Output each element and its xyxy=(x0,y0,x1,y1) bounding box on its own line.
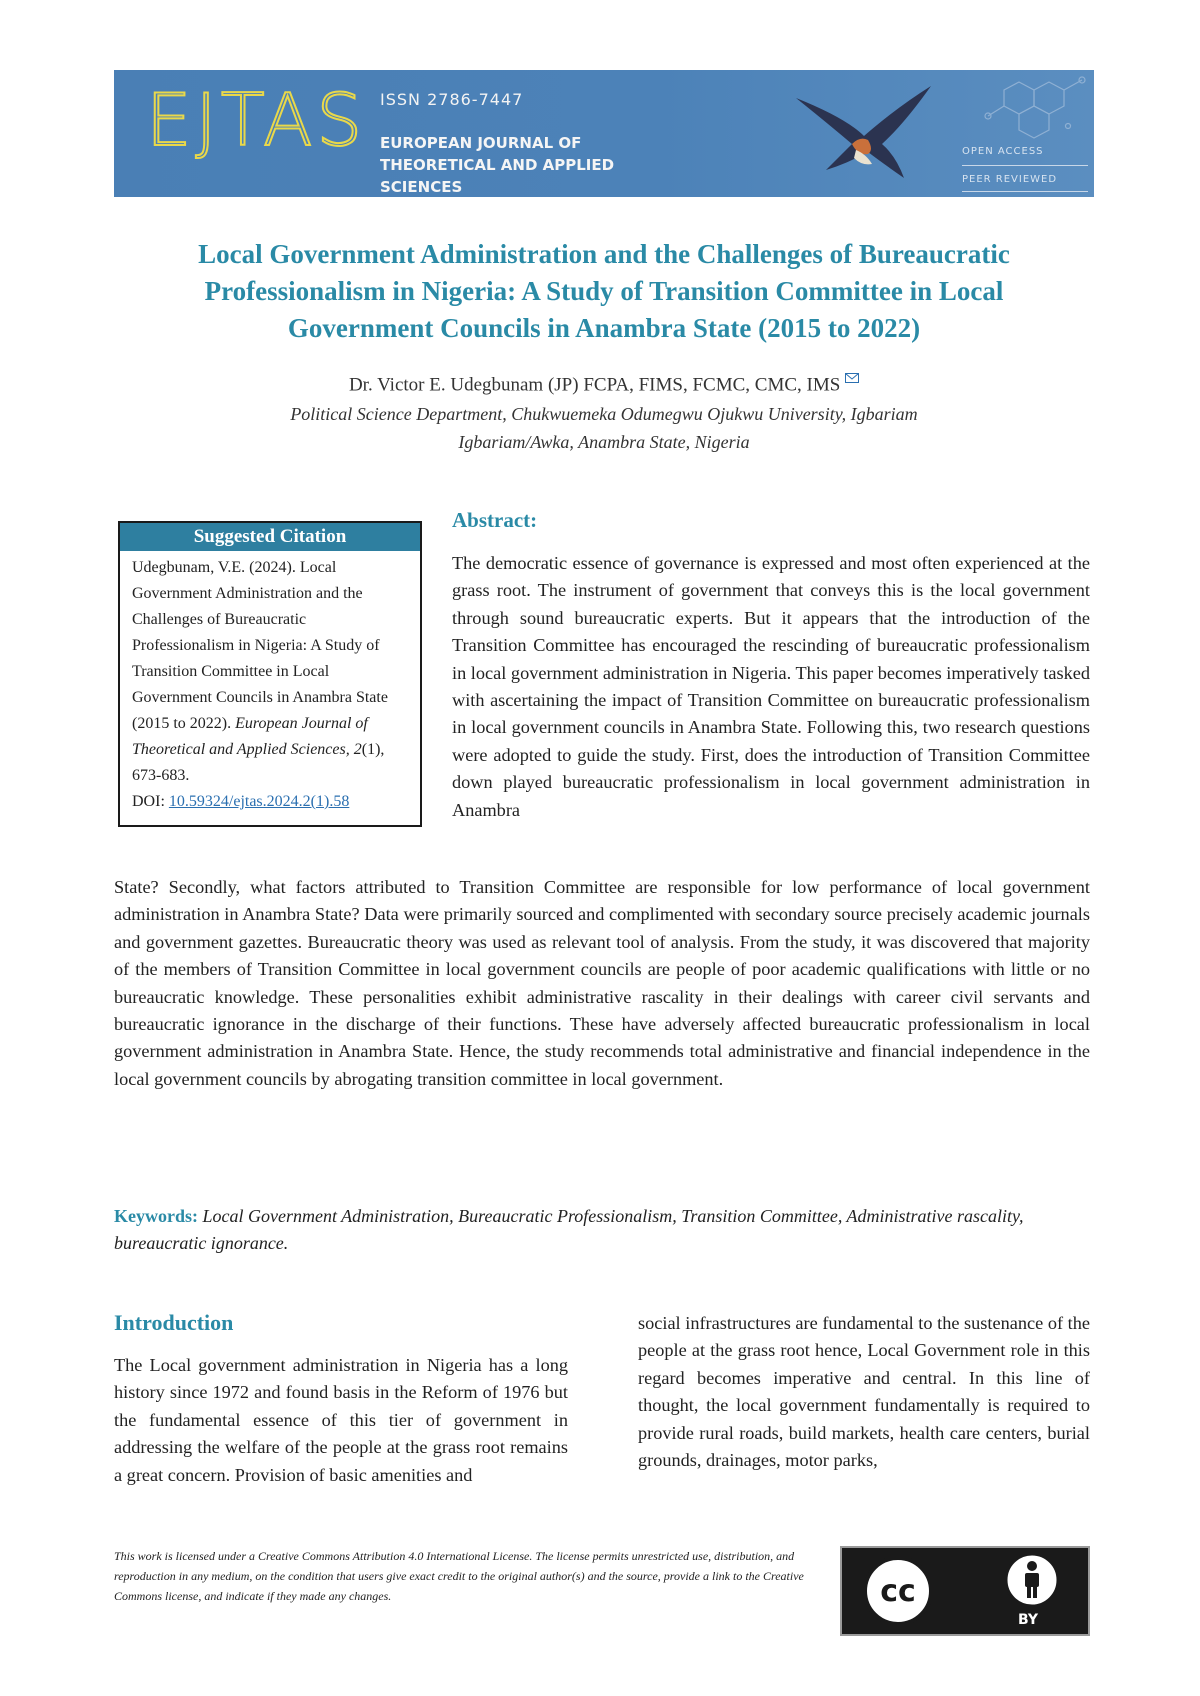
journal-name-line1: EUROPEAN JOURNAL OF xyxy=(380,134,582,152)
journal-logo: EJTAS xyxy=(146,78,367,162)
article-title xyxy=(114,236,1094,347)
introduction-column-1: The Local government administration in Nigeria has a long history since 1972 and found basis in the Reform of 1976 but the fundamental essence of this tier of government in addressing the welfare of the people at the grass root remains a great concern. Provision of basic amenities and xyxy=(114,1355,568,1485)
attribution-person-icon xyxy=(1002,1550,1062,1610)
abstract-text-continued: State? Secondly, what factors attributed to Transition Committee are responsible for low performance of local government administration in Anambra State? Data were primarily sourced and complimented with secondary source precisely academic journals and government gazettes. Bureaucratic theory was used as relevant tool of analysis. From the study, it was discovered that majority of the members of Transition Committee in local government councils are people of poor academic qualifications with little or no bureaucratic knowledge. These personalities exhibit administrative rascality in their dealings with career civil servants and bureaucratic ignorance in the discharge of their functions. These have adversely affected bureaucratic professionalism in local government administration in Anambra State. Hence, the study recommends total administrative and financial independence in the local government councils by abrogating transition committee in local government. xyxy=(114,877,1090,1089)
keywords-label: Keywords: xyxy=(114,1206,198,1226)
suggested-citation-box xyxy=(118,521,422,827)
journal-name xyxy=(380,132,660,197)
issn: ISSN 2786-7447 xyxy=(380,90,524,109)
divider xyxy=(962,191,1088,192)
keywords xyxy=(114,1203,1090,1257)
license-text: This work is licensed under a Creative Commons Attribution 4.0 International License. The license permits unrestricted use, distribution, and reproduction in any medium, on the condition that users give exact credit to the original author(s) and the source, provide a link to the Creative Commons license, and indicate if they made any changes. xyxy=(114,1549,804,1603)
title-line: Government Councils in Anambra State (2015 to 2022) xyxy=(287,313,921,343)
title-line: Professionalism in Nigeria: A Study of Transition Committee in Local xyxy=(204,276,1004,306)
author-name: Dr. Victor E. Udegbunam (JP) FCPA, FIMS, FCMC, CMC, IMS xyxy=(348,374,841,396)
svg-text:cc: cc xyxy=(880,1574,916,1609)
doi-label: DOI: xyxy=(132,793,169,810)
divider xyxy=(962,165,1088,166)
title-line: Local Government Administration and the Challenges of Bureaucratic xyxy=(198,239,1010,269)
journal-name-line2: THEORETICAL AND APPLIED SCIENCES xyxy=(380,156,615,196)
keywords-text: Local Government Administration, Bureaucratic Professionalism, Transition Committee, Administrative rascality, bureaucratic ignorance. xyxy=(114,1206,1024,1253)
introduction-column-2: social infrastructures are fundamental to the sustenance of the people at the grass root hence, Local Government role in this regard becomes imperative and central. In this line of thought, the local government fundamentally is required to provide rural roads, build markets, health care centers, burial grounds, drainages, motor parks, xyxy=(638,1313,1090,1471)
peer-reviewed-label: PEER REVIEWED xyxy=(962,174,1058,185)
citation-journal: European Journal of Theoretical and Applied Sciences, 2 xyxy=(132,715,368,758)
journal-banner xyxy=(114,70,1094,197)
citation-text: Udegbunam, V.E. (2024). Local Government Administration and the Challenges of Bureaucratic Professionalism in Nigeria: A Study of Transition Committee in Local Government Councils in Anambra State (2015 to 2022). xyxy=(132,559,388,732)
swallow-icon xyxy=(786,78,936,188)
citation-issue: (1), 673-683. xyxy=(132,741,385,784)
citation-body xyxy=(120,551,420,815)
abstract-heading: Abstract: xyxy=(452,508,538,532)
citation-heading: Suggested Citation xyxy=(120,523,420,551)
cc-by-label: BY xyxy=(1018,1612,1039,1628)
author-line xyxy=(114,373,1094,396)
open-access-label: OPEN ACCESS xyxy=(962,146,1044,157)
affiliation-line: Political Science Department, Chukwuemeka Odumegwu Ojukwu University, Igbariam xyxy=(290,404,918,424)
introduction-heading: Introduction xyxy=(114,1310,234,1335)
affiliation-line: Igbariam/Awka, Anambra State, Nigeria xyxy=(458,432,750,452)
cc-icon xyxy=(860,1553,936,1629)
doi-link[interactable]: 10.59324/ejtas.2024.2(1).58 xyxy=(168,793,350,810)
affiliation xyxy=(114,400,1094,456)
cc-by-badge[interactable] xyxy=(840,1546,1090,1636)
envelope-icon[interactable] xyxy=(845,373,859,383)
abstract-text: The democratic essence of governance is expressed and most often experienced at the grass root. The instrument of government that conveys this is the local government through sound bureaucratic experts. But it appears that the introduction of the Transition Committee has encouraged the rescinding of bureaucratic professionalism in local government administration in Nigeria. This paper becomes imperatively tasked with ascertaining the impact of Transition Committee on bureaucratic professionalism in local government councils in Anambra State. Following this, two research questions were adopted to guide the study. First, does the introduction of Transition Committee down played bureaucratic professionalism in local government administration in Anambra xyxy=(452,553,1090,820)
